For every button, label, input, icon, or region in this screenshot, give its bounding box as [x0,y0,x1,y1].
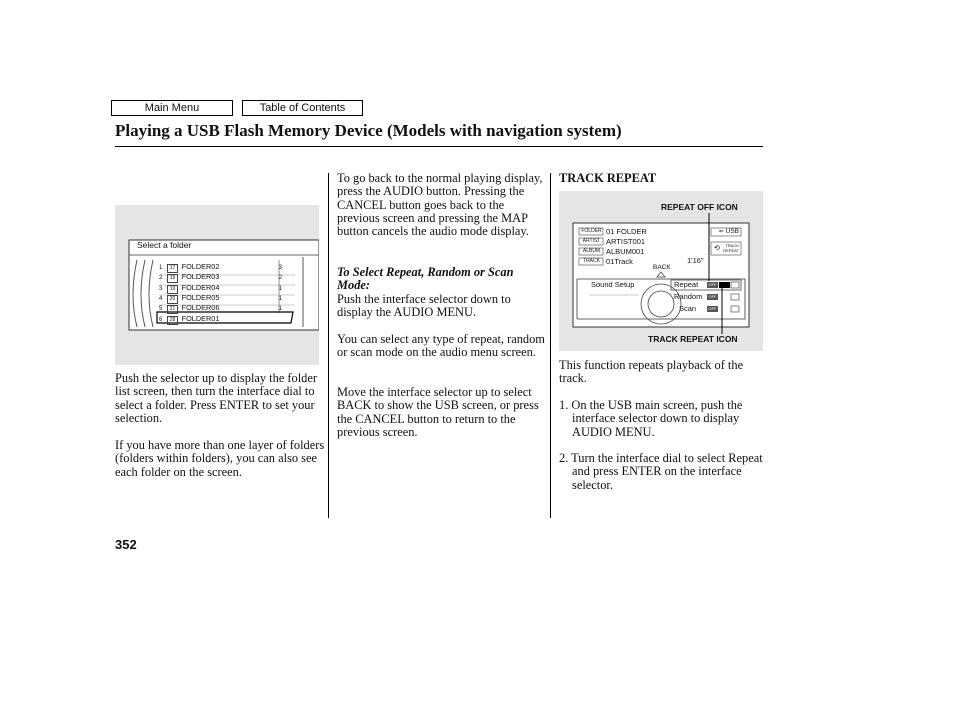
menu-repeat[interactable]: Repeat [674,280,699,289]
row-index: 3 [159,285,163,292]
usb-indicator [712,228,741,236]
col2-paragraph-4: Move the interface selector up to select BACK to show the USB screen, or press the CANCEL button to return to the previous screen. [337,385,539,439]
repeat-off-callout: REPEAT OFF ICON [661,202,738,212]
folder-count: 1 [278,295,283,302]
folder-row-selected[interactable] [159,314,299,324]
usb-icon: ⇐ [718,229,726,235]
folder-screen-figure [115,205,319,365]
row-index: 4 [159,295,163,302]
scan-off-icon: OFF [708,306,717,311]
folder-count: 1 [278,285,283,292]
row-number: 20 [167,295,178,304]
col1-paragraph-2: If you have more than one layer of folders (folders within folders), you can also see each folder on the screen. [115,438,325,479]
track-repeat-callout: TRACK REPEAT ICON [648,334,738,344]
row-index: 2 [159,275,163,282]
title-rule [115,146,763,147]
folder-name: FOLDER02 [181,262,220,271]
audio-screen-frame [559,191,763,351]
folder-name: FOLDER06 [181,303,220,313]
folder-row[interactable] [159,303,299,313]
folder-row[interactable] [159,293,299,303]
row-index: 6 [159,317,163,324]
col3-step-1: 1. On the USB main screen, push the interface selector down to display AUDIO MENU. [559,398,743,439]
folder-list [159,262,299,325]
tag-track: TRACK [583,258,600,264]
folder-count: 1 [278,306,283,313]
page-number: 352 [115,537,137,552]
col1-paragraph-1: Push the selector up to display the folder list screen, then turn the interface dial to select a folder. Press ENTER to set your selection. [115,371,317,425]
column-divider-1 [328,173,329,518]
back-button[interactable]: BACK [653,264,671,271]
col2-paragraph-1: To go back to the normal playing display, press the AUDIO button. Pressing the CANCEL button goes back to the previous screen and pressing the MAP button cancels the audio mode display. [337,171,543,239]
track-time: 1'16" [687,256,704,265]
row-number: 28 [167,316,178,325]
menu-random[interactable]: Random [674,292,703,301]
table-of-contents-button[interactable]: Table of Contents [242,100,363,116]
folder-count: 3 [278,265,283,271]
row-number: 17 [167,264,178,273]
track-repeat-badge: TRACK REPEAT [723,243,739,253]
track-repeat-heading: TRACK REPEAT [559,171,657,185]
folder-name: FOLDER03 [181,272,220,282]
folder-row[interactable] [159,272,299,282]
row-index: 5 [159,306,163,313]
main-menu-button[interactable]: Main Menu [111,100,233,116]
folder-name: FOLDER05 [181,292,220,302]
row-number: 19 [167,285,178,294]
track-repeat-figure [559,191,763,351]
row-index: 1 [159,265,163,271]
sound-setup-item[interactable]: Sound Setup [591,280,635,289]
value-folder: 01 FOLDER [606,227,647,236]
folder-count: 2 [278,275,283,282]
repeat-off-icon: OFF [708,282,717,287]
menu-scan[interactable]: Scan [679,304,697,313]
random-off-icon: OFF [708,294,717,299]
row-number: 19 [167,274,178,283]
repeat-indicator-icon: ⟲ [714,244,720,252]
folder-name: FOLDER04 [181,282,220,292]
col2-paragraph-2: Push the interface selector down to display the AUDIO MENU. [337,292,511,320]
col3-paragraph-1: This function repeats playback of the track. [559,358,744,386]
col3-step-2: 2. Turn the interface dial to select Repeat and press ENTER on the interface selector. [559,451,763,492]
tag-artist: ARTIST [582,238,601,244]
tag-folder: FOLDER [581,228,602,234]
value-album: ALBUM001 [606,247,645,256]
column-divider-2 [550,173,551,518]
page-title: Playing a USB Flash Memory Device (Models with navigation system) [115,121,622,140]
value-track: 01Track [606,257,633,266]
row-number: 21 [167,305,178,314]
usb-label: USB [725,228,739,235]
col2-subheading: To Select Repeat, Random or Scan Mode: [337,265,514,293]
folder-row[interactable] [159,283,299,293]
select-folder-header: Select a folder [137,240,192,250]
col2-paragraph-3: You can select any type of repeat, random or scan mode on the audio menu screen. [337,332,545,360]
folder-name: FOLDER01 [181,314,220,324]
folder-row[interactable] [159,262,299,272]
value-artist: ARTIST001 [606,237,646,246]
tag-album: ALBUM [582,248,601,254]
